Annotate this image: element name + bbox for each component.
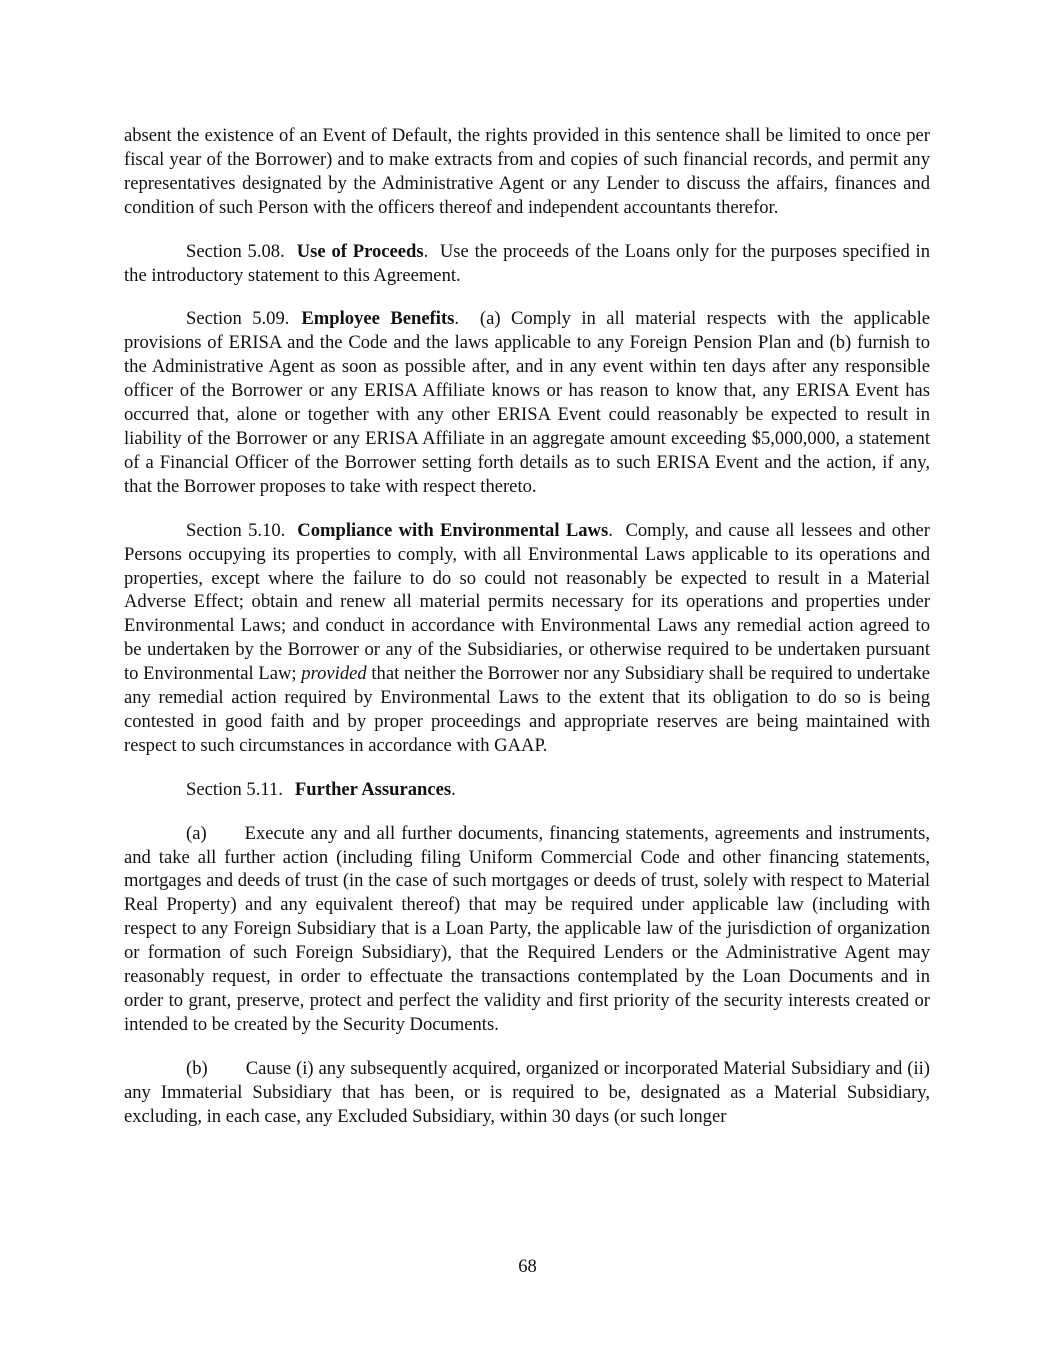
section-number: Section 5.11. <box>186 778 283 800</box>
continuation-text: absent the existence of an Event of Default, the rights provided in this sentence shall be limited to once per fiscal year of the Borrower) and to make extracts from and copies of such financial records, and permit any representatives designated by the Administrative Agent or any Lender to discuss the affairs, finances and condition of such Person with the officers thereof and independent accountants therefor. <box>124 125 930 218</box>
section-title: Compliance with Environmental Laws <box>297 519 609 541</box>
document-page <box>124 124 930 1129</box>
section-text: Use the proceeds of the Loans only for the purposes specified in the introductory statement to this Agreement. <box>124 240 931 286</box>
continuation-paragraph <box>124 124 930 220</box>
section-title: Further Assurances <box>294 778 452 800</box>
section-number: Section 5.08. <box>186 240 285 262</box>
section-text-before: Comply, and cause all lessees and other Persons occupying its properties to comply, with all Environmental Laws applicable to its operations and properties, except where the failure to do so could not reasonably be expected to result in a Material Adverse Effect; obtain and renew all material permits necessary for its operations and properties under Environmental Laws; and conduct in accordance with Environmental Laws any remedial action agreed to be undertaken by the Borrower or any of the Subsidiaries, or otherwise required to be undertaken pursuant to Environmental Law; <box>124 519 930 685</box>
clause-text: Cause (i) any subsequently acquired, organized or incorporated Material Subsidiary and (ii) any Immaterial Subsidiary that has been, or is required to be, designated as a Material Subsidiary, excluding, in each case, any Excluded Subsidiary, within 30 days (or such longer <box>124 1057 930 1127</box>
section-text: (a) Comply in all material respects with the applicable provisions of ERISA and the Code and the laws applicable to any Foreign Pension Plan and (b) furnish to the Administrative Agent as soon as possible after, and in any event within ten days after any responsible officer of the Borrower or any ERISA Affiliate knows or has reason to know that, any ERISA Event has occurred that, alone or together with any other ERISA Event could reasonably be expected to result in liability of the Borrower or any ERISA Affiliate in an aggregate amount exceeding $5,000,000, a statement of a Financial Officer of the Borrower setting forth details as to such ERISA Event and the action, if any, that the Borrower proposes to take with respect thereto. <box>124 308 931 497</box>
clause-label: (a) <box>186 822 207 844</box>
section-number: Section 5.10. <box>186 519 286 541</box>
clause-label: (b) <box>186 1057 208 1079</box>
section-number: Section 5.09. <box>186 308 290 330</box>
section-5-11-heading: Section 5.11. Further Assurances. <box>186 778 456 800</box>
section-5-08-paragraph: Section 5.08. Use of Proceeds. Use the proceeds of the Loans only for the purposes specified in the introductory statement to this Agreement. <box>124 240 931 286</box>
section-title: Employee Benefits <box>301 308 455 330</box>
section-title: Use of Proceeds <box>296 240 424 262</box>
section-text-after: that neither the Borrower nor any Subsidiary shall be required to undertake any remedial action required by Environmental Laws to the extent that its obligation to do so is being contested in good faith and by proper proceedings and appropriate reserves are being maintained with respect to such circumstances in accordance with GAAP. <box>124 663 931 756</box>
clause-a-paragraph <box>124 822 930 1037</box>
clause-text: Execute any and all further documents, financing statements, agreements and instruments, and take all further action (including filing Uniform Commercial Code and other financing statements, mortgages and deeds of trust (in the case of such mortgages or deeds of trust, solely with respect to Material Real Property) and any equivalent thereof) that may be required under applicable law (including with respect to any Foreign Subsidiary that is a Loan Party, the applicable law of the jurisdiction of organization or formation of such Foreign Subsidiary), that the Required Lenders or the Administrative Agent may reasonably request, in order to effectuate the transactions contemplated by the Loan Documents and in order to grant, preserve, protect and perfect the validity and first priority of the security interests created or intended to be created by the Security Documents. <box>124 822 930 1035</box>
section-5-10-paragraph: Section 5.10. Compliance with Environmental Laws. Comply, and cause all lessees and other Persons occupying its properties to comply, with all Environmental Laws applicable to its operations and properties, except where the failure to do so could not reasonably be expected to result in a Material Adverse Effect; obtain and renew all material permits necessary for its operations and properties under Environmental Laws; and conduct in accordance with Environmental Laws any remedial action agreed to be undertaken by the Borrower or any of the Subsidiaries, or otherwise required to be undertaken pursuant to Environmental Law; provided that neither the Borrower nor any Subsidiary shall be required to undertake any remedial action required by Environmental Laws to the extent that its obligation to do so is being contested in good faith and by proper proceedings and appropriate reserves are being maintained with respect to such circumstances in accordance with GAAP. <box>124 519 931 756</box>
section-italic-term: provided <box>301 663 367 685</box>
clause-b-paragraph <box>124 1057 930 1129</box>
page-number: 68 <box>518 1256 537 1277</box>
section-5-09-paragraph: Section 5.09. Employee Benefits. (a) Comply in all material respects with the applicable provisions of ERISA and the Code and the laws applicable to any Foreign Pension Plan and (b) furnish to the Administrative Agent as soon as possible after, and in any event within ten days after any responsible officer of the Borrower or any ERISA Affiliate knows or has reason to know that, any ERISA Event has occurred that, alone or together with any other ERISA Event could reasonably be expected to result in liability of the Borrower or any ERISA Affiliate in an aggregate amount exceeding $5,000,000, a statement of a Financial Officer of the Borrower setting forth details as to such ERISA Event and the action, if any, that the Borrower proposes to take with respect thereto. <box>124 308 931 497</box>
